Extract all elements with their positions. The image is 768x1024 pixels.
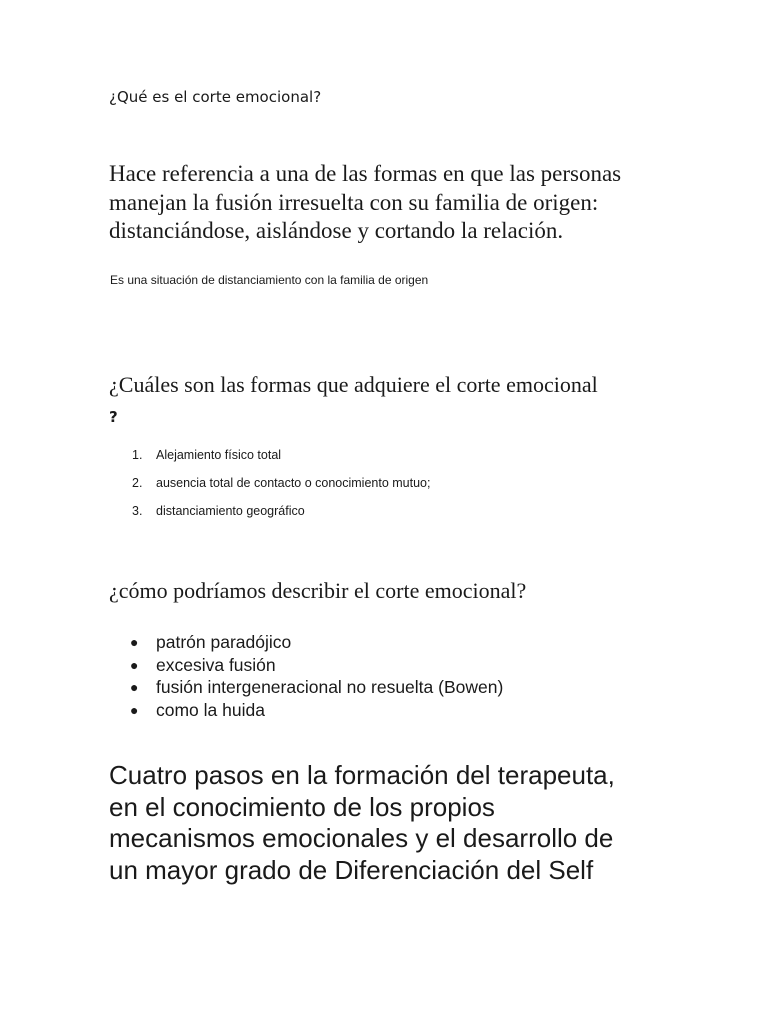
list-item-text: ausencia total de contacto o conocimiento mutuo; [156,476,431,490]
section3-heading: ¿cómo podríamos describir el corte emocional? [109,578,527,603]
section1-note: Es una situación de distanciamiento con la familia de origen [110,273,429,287]
list-item-text: distanciamiento geográfico [156,504,305,518]
bullet-icon: ● [130,679,139,695]
forms-numbered-list [132,448,452,532]
list-item [130,676,630,699]
section2-heading [109,370,609,432]
list-item [130,654,630,677]
list-item-text: excesiva fusión [156,654,276,675]
section2-heading-qmark: ? [109,408,118,426]
description-bullet-list [130,631,630,721]
list-item-text: fusión intergeneracional no resuelta (Bowen) [156,677,504,697]
list-item [130,631,630,654]
bullet-icon: ● [130,656,139,673]
list-item [132,448,452,462]
list-item-number: 1. [132,448,143,462]
section1-paragraph: Hace referencia a una de las formas en que las personas manejan la fusión irresuelta con su familia de origen: distanciándose, aislándose y cortando la relación. [109,161,622,243]
list-item-number: 3. [132,504,143,518]
list-item [132,476,452,490]
list-item-text: Alejamiento físico total [156,448,282,462]
list-item [132,504,452,518]
list-item-text: como la huida [156,699,265,720]
section1-heading: ¿Qué es el corte emocional? [109,88,322,106]
section2-heading-text: ¿Cuáles son las formas que adquiere el corte emocional [109,372,598,397]
bullet-icon: ● [130,701,139,718]
list-item [130,699,630,722]
list-item-number: 2. [132,476,143,490]
section4-paragraph: Cuatro pasos en la formación del terapeuta, en el conocimiento de los propios mecanismos emocionales y el desarrollo de un mayor grado de Diferenciación del Self [109,760,615,885]
bullet-icon: ● [130,634,139,650]
list-item-text: patrón paradójico [156,632,292,652]
